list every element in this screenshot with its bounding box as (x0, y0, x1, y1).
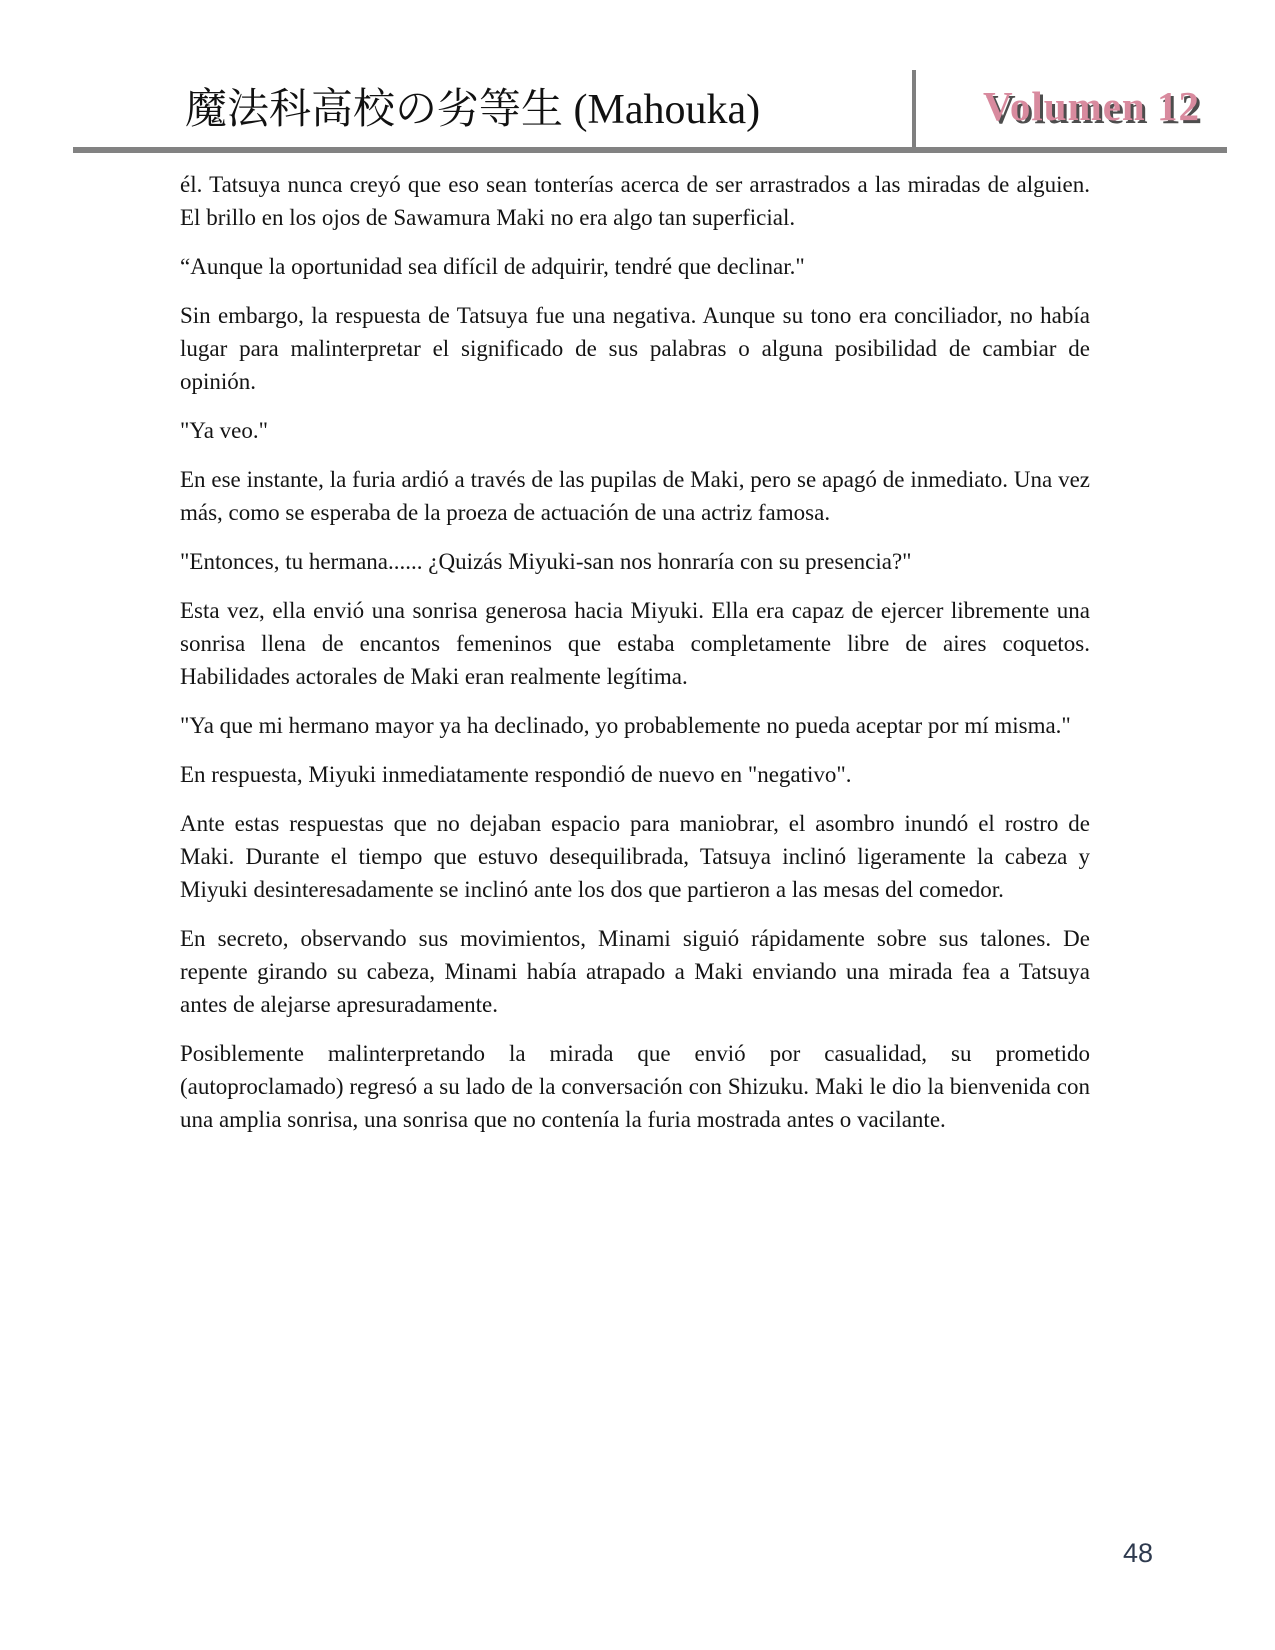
paragraph-9: En respuesta, Miyuki inmediatamente respondió de nuevo en "negativo". (180, 762, 852, 787)
volume-label: Volumen 12 (983, 83, 1200, 129)
paragraph-4: "Ya veo." (180, 418, 269, 443)
paragraph-3: Sin embargo, la respuesta de Tatsuya fue una negativa. Aunque su tono era conciliador, no había lugar para malinterpretar el significado de sus palabras o alguna posibilidad de cambiar de opinión. (180, 303, 1090, 394)
header-row (0, 0, 1275, 152)
document-title: 魔法科高校の劣等生 (Mahouka) (185, 87, 761, 133)
paragraph-12: Posiblemente malinterpretando la mirada que envió por casualidad, su prometido (autoproclamado) regresó a su lado de la conversación con Shizuku. Maki le dio la bienvenida con una amplia sonrisa, una sonrisa que no contenía la furia mostrada antes o vacilante. (180, 1041, 1090, 1132)
paragraph-10: Ante estas respuestas que no dejaban espacio para maniobrar, el asombro inundó el rostro de Maki. Durante el tiempo que estuvo desequilibrada, Tatsuya inclinó ligeramente la cabeza y Miyuki desinteresadamente se inclinó ante los dos que partieron a las mesas del comedor. (180, 811, 1090, 902)
page-body (180, 168, 1090, 1152)
paragraph-1: él. Tatsuya nunca creyó que eso sean tonterías acerca de ser arrastrados a las miradas de alguien. El brillo en los ojos de Sawamura Maki no era algo tan superficial. (180, 172, 1090, 230)
header-vertical-divider (912, 70, 916, 152)
paragraph-2: “Aunque la oportunidad sea difícil de adquirir, tendré que declinar." (180, 254, 805, 279)
paragraph-5: En ese instante, la furia ardió a través de las pupilas de Maki, pero se apagó de inmediato. Una vez más, como se esperaba de la proeza de actuación de una actriz famosa. (180, 467, 1090, 525)
header-horizontal-rule (73, 147, 1227, 153)
page-number: 48 (1122, 1538, 1153, 1568)
paragraph-6: "Entonces, tu hermana...... ¿Quizás Miyuki-san nos honraría con su presencia?" (180, 549, 912, 574)
paragraph-7: Esta vez, ella envió una sonrisa generosa hacia Miyuki. Ella era capaz de ejercer libremente una sonrisa llena de encantos femeninos que estaba completamente libre de aires coquetos. Habilidades actorales de Maki eran realmente legítima. (180, 598, 1090, 689)
paragraph-8: "Ya que mi hermano mayor ya ha declinado, yo probablemente no pueda aceptar por mí misma." (180, 713, 1071, 738)
page-header (0, 0, 1275, 152)
paragraph-11: En secreto, observando sus movimientos, Minami siguió rápidamente sobre sus talones. De repente girando su cabeza, Minami había atrapado a Maki enviando una mirada fea a Tatsuya antes de alejarse apresuradamente. (180, 926, 1090, 1017)
